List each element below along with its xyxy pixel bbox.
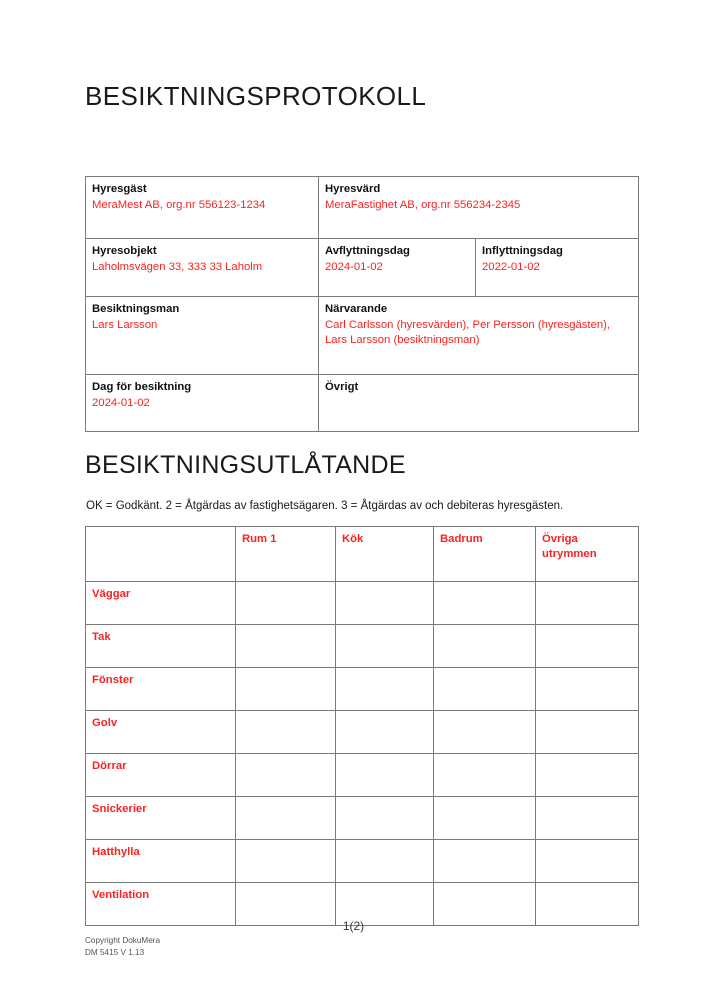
grid-column-header-badrum [434,527,536,582]
row-label: Ventilation [92,889,150,901]
column-label: Badrum [440,533,483,545]
table-row [86,177,639,239]
grading-legend: OK = Godkänt. 2 = Åtgärdas av fastighetsägaren. 3 = Åtgärdas av och debiteras hyresgästen. [86,500,564,512]
grid-cell[interactable] [434,582,536,625]
grid-cell[interactable] [536,625,639,668]
field-value: 2024-01-02 [325,260,383,273]
field-value: MeraMest AB, org.nr 556123-1234 [92,198,266,211]
grid-cell[interactable] [536,754,639,797]
field-value: 2022-01-02 [482,260,540,273]
grid-cell[interactable] [536,668,639,711]
grid-cell[interactable] [236,711,336,754]
grid-row-header-snickerier [86,797,236,840]
grid-column-header-ovriga-utrymmen [536,527,639,582]
page-title: BESIKTNINGSPROTOKOLL [85,81,427,111]
field-value: MeraFastighet AB, org.nr 556234-2345 [325,198,521,211]
field-label: Hyresobjekt [92,245,157,257]
field-label: Hyresvärd [325,183,381,195]
column-label: Kök [342,533,364,545]
table-row [86,711,639,754]
row-label: Golv [92,717,118,729]
grid-column-header-rum-1 [236,527,336,582]
info-cell-dag-for-besiktning [86,375,319,432]
grid-cell[interactable] [336,840,434,883]
grid-cell[interactable] [536,711,639,754]
field-label: Dag för besiktning [92,381,192,393]
table-row [86,582,639,625]
grid-cell[interactable] [434,797,536,840]
table-row [86,797,639,840]
grid-cell[interactable] [236,625,336,668]
grid-row-header-vaggar [86,582,236,625]
table-row [86,297,639,375]
grid-cell[interactable] [536,797,639,840]
field-label: Närvarande [325,303,388,315]
grid-cell[interactable] [434,754,536,797]
footer-copyright: Copyright DokuMera [85,936,161,945]
table-row [86,375,639,432]
field-label: Övrigt [325,381,359,393]
grid-cell[interactable] [434,625,536,668]
info-cell-hyresobjekt [86,239,319,297]
grid-cell[interactable] [336,625,434,668]
info-cell-hyresgast [86,177,319,239]
table-row [86,625,639,668]
grid-row-header-fonster [86,668,236,711]
grid-cell[interactable] [536,840,639,883]
grid-cell[interactable] [434,840,536,883]
grid-cell[interactable] [536,582,639,625]
tenant-info-table [85,176,639,432]
info-cell-narvarande [319,297,639,375]
grid-cell[interactable] [236,840,336,883]
info-cell-avflyttningsdag [319,239,476,297]
field-label: Inflyttningsdag [482,245,563,257]
grid-column-header-kok [336,527,434,582]
grid-corner-cell [86,527,236,582]
table-row [86,239,639,297]
grid-row-header-golv [86,711,236,754]
field-value: 2024-01-02 [92,396,150,409]
row-label: Snickerier [92,803,147,815]
table-row [86,840,639,883]
row-label: Väggar [92,588,131,600]
grid-cell[interactable] [336,668,434,711]
grid-row-header-hatthylla [86,840,236,883]
table-row [86,668,639,711]
page-number: 1(2) [342,919,365,933]
info-cell-besiktningsman [86,297,319,375]
inspection-grid-table [85,526,639,926]
field-value: Lars Larsson [92,318,158,331]
grid-row-header-dorrar [86,754,236,797]
grid-row-header-tak [86,625,236,668]
grid-cell[interactable] [336,582,434,625]
grid-cell[interactable] [434,668,536,711]
row-label: Fönster [92,674,134,686]
grid-cell[interactable] [236,797,336,840]
row-label: Dörrar [92,760,127,772]
grid-cell[interactable] [336,797,434,840]
grid-cell[interactable] [434,711,536,754]
field-value: Carl Carlsson (hyresvärden), Per Persson (hyresgästen), Lars Larsson (besiktningsman) [325,318,611,347]
grid-cell[interactable] [236,582,336,625]
grid-cell[interactable] [336,754,434,797]
info-cell-ovrigt [319,375,639,432]
footer-doc-code: DM 5415 V 1.13 [85,947,145,957]
grid-cell[interactable] [236,754,336,797]
grid-header-row [86,527,639,582]
row-label: Hatthylla [92,846,140,858]
footer-meta [85,935,160,959]
field-label: Besiktningsman [92,303,180,315]
grid-cell[interactable] [236,668,336,711]
table-row [86,754,639,797]
info-cell-inflyttningsdag [476,239,639,297]
info-cell-hyresvard [319,177,639,239]
section-title: BESIKTNINGSUTLÅTANDE [85,451,406,479]
field-label: Avflyttningsdag [325,245,410,257]
column-label: Övriga utrymmen [542,533,597,560]
field-value: Laholmsvägen 33, 333 33 Laholm [92,260,263,273]
row-label: Tak [92,631,111,643]
field-label: Hyresgäst [92,183,147,195]
grid-cell[interactable] [336,711,434,754]
column-label: Rum 1 [242,533,277,545]
